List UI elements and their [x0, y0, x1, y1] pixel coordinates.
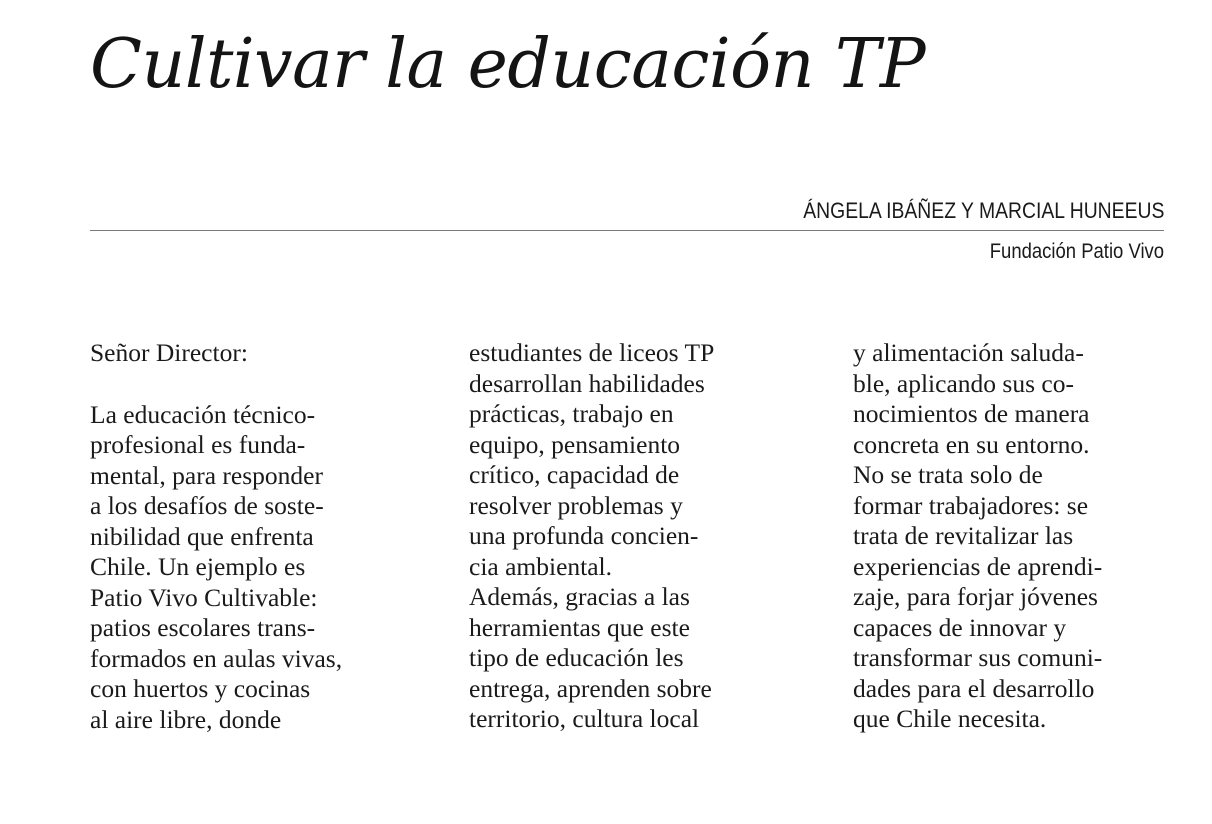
text-line: prácticas, trabajo en: [469, 399, 674, 428]
text-line: equipo, pensamiento: [469, 429, 681, 459]
text-line: No se trata solo de: [853, 460, 1043, 489]
text-line: al aire libre, donde: [90, 704, 282, 734]
text-line: nibilidad que enfrenta: [90, 521, 314, 551]
text-line: formar trabajadores: se: [853, 490, 1089, 520]
article-title: Cultivar la educación TP: [90, 25, 926, 104]
text-line: concreta en su entorno.: [853, 429, 1090, 459]
text-line: desarrollan habilidades: [469, 368, 705, 398]
paragraph-gap: [90, 369, 450, 400]
text-line: Además, gracias a las: [469, 582, 690, 611]
text-line: capaces de innovar y: [853, 612, 1067, 642]
text-line: La educación técnico-: [90, 399, 316, 429]
text-line: crítico, capacidad de: [469, 460, 680, 489]
text-line: trata de revitalizar las: [853, 521, 1074, 550]
text-line: Chile. Un ejemplo es: [90, 552, 306, 581]
text-column-3: [853, 338, 1212, 735]
text-column-2: [469, 338, 829, 735]
text-line: patios escolares trans-: [90, 613, 316, 642]
text-line: profesional es funda-: [90, 430, 306, 459]
text-line: tipo de educación les: [469, 643, 684, 672]
text-line: una profunda concien-: [469, 521, 699, 550]
text-line: y alimentación saluda-: [853, 338, 1084, 367]
text-line: experiencias de aprendi-: [853, 551, 1103, 581]
author-organization: Fundación Patio Vivo: [989, 240, 1164, 263]
text-line: a los desafíos de soste-: [90, 491, 324, 520]
text-line: nocimientos de manera: [853, 399, 1090, 428]
text-line: transformar sus comuni-: [853, 643, 1103, 672]
header-divider: [90, 230, 1164, 231]
text-line: dades para el desarrollo: [853, 673, 1095, 703]
text-line: cia ambiental.: [469, 551, 613, 581]
text-line: Patio Vivo Cultivable:: [90, 582, 318, 612]
text-line: entrega, aprenden sobre: [469, 673, 712, 703]
text-line: ble, aplicando sus co-: [853, 368, 1074, 398]
text-line: con huertos y cocinas: [90, 674, 311, 703]
text-line: mental, para responder: [90, 460, 323, 490]
text-line: herramientas que este: [469, 612, 690, 642]
text-line: estudiantes de liceos TP: [469, 338, 715, 367]
salutation: Señor Director:: [90, 338, 248, 367]
text-column-1: [90, 338, 450, 735]
author-byline: ÁNGELA IBÁÑEZ Y MARCIAL HUNEEUS: [802, 198, 1164, 223]
text-line: resolver problemas y: [469, 490, 683, 520]
text-line: que Chile necesita.: [853, 704, 1047, 733]
text-line: formados en aulas vivas,: [90, 643, 343, 673]
text-line: zaje, para forjar jóvenes: [853, 582, 1098, 611]
text-line: territorio, cultura local: [469, 704, 700, 733]
